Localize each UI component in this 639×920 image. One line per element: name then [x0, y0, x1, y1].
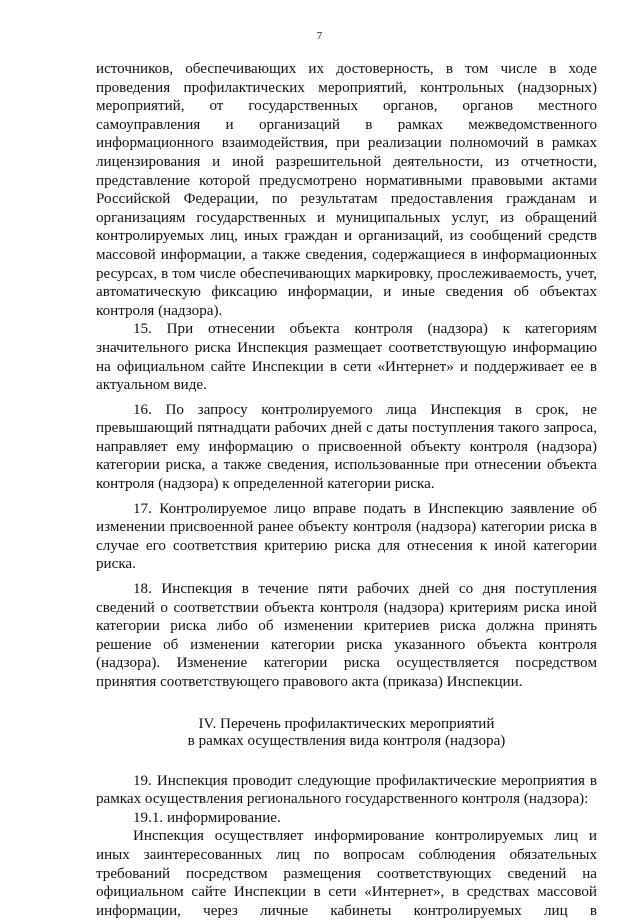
paragraph-19: 19. Инспекция проводит следующие профилактические мероприятия в рамках осуществления регионального государственного контроля (надзора): — [96, 772, 597, 808]
paragraph-17: 17. Контролируемое лицо вправе подать в Инспекцию заявление об изменении присвоенной ранее объекту контроля (надзора) категории риска в случае его соответствия критерию риска для отнесения к иной категории риска. — [96, 500, 597, 573]
paragraph-informing: Инспекция осуществляет информирование контролируемых лиц и иных заинтересованных лиц по вопросам соблюдения обязательных требований посредством размещения соответствующих сведений на официальном сайте Инспекции в сети «Интернет», в средствах массовой информации, через личные кабинеты контролируемых лиц в — [96, 828, 597, 919]
paragraph-15: 15. При отнесении объекта контроля (надзора) к категориям значительного риска Инспекция размещает соответствующую информацию на официальном сайте Инспекции в сети «Интернет» и поддерживает ее в актуальном виде. — [96, 321, 597, 394]
page-number: 7 — [316, 30, 323, 42]
paragraph-19-1: 19.1. информирование. — [133, 809, 281, 826]
section-heading — [96, 716, 597, 750]
section-heading-line-1: IV. Перечень профилактических мероприятий — [198, 715, 495, 732]
paragraph-16: 16. По запросу контролируемого лица Инспекция в срок, не превышающий пятнадцати рабочих дней с даты поступления такого запроса, направляет ему информацию о присвоенной объекту контроля (надзора) категории риска, а также сведения, использованные при отнесении объекта контроля (надзора) к определенной категории риска. — [96, 401, 597, 493]
paragraph-18: 18. Инспекция в течение пяти рабочих дней со дня поступления сведений о соответствии объекта контроля (надзора) критериям риска иной категории риска либо об изменении критериев риска должна принять решение об изменении категории риска указанного объекта контроля (надзора). Изменение категории риска осуществляется посредством принятия соответствующего правового акта (приказа) Инспекции. — [96, 581, 597, 690]
section-heading-line-2: в рамках осуществления вида контроля (надзора) — [187, 732, 506, 749]
paragraph-continuation: источников, обеспечивающих их достоверность, в том числе в ходе проведения профилактических мероприятий, контрольных (надзорных) мероприятий, от государственных органов, органов местного самоуправления и организаций в рамках межведомственного информационного взаимодействия, при реализации полномочий в рамках лицензирования и иной разрешительной деятельности, из отчетности, представление которой предусмотрено нормативными правовыми актами Российской Федерации, по результатам предоставления гражданам и организациям государственных и муниципальных услуг, из обращений контролируемых лиц, иных граждан и организаций, из сообщений средств массовой информации, а также сведения, содержащиеся в информационных ресурсах, в том числе обеспечивающих маркировку, прослеживаемость, учет, автоматическую фиксацию информации, и иные сведения об объектах контроля (надзора). — [96, 61, 597, 319]
document-body — [96, 60, 597, 920]
